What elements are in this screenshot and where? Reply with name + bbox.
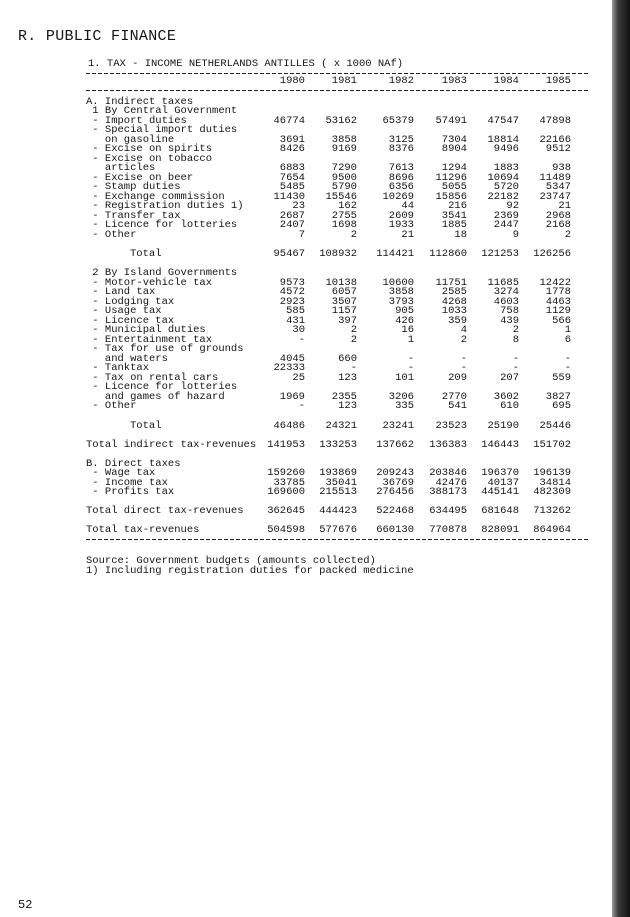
cell-1982: 3858: [388, 286, 414, 299]
cell-1985: 6: [564, 333, 571, 346]
row-label: - Licence for lotteries: [86, 381, 238, 394]
cell-1980: 585: [286, 305, 305, 318]
cell-1981: 162: [338, 200, 357, 213]
cell-1983: 634495: [429, 505, 467, 518]
cell-1984: 18814: [487, 133, 519, 146]
year-header: 1980: [279, 75, 305, 87]
cell-1981: 3858: [331, 133, 357, 146]
cell-1981: 2: [350, 324, 357, 337]
cell-1981: 15546: [325, 190, 357, 203]
cell-1982: 7613: [388, 162, 414, 175]
row-label: and games of hazard: [86, 390, 225, 403]
cell-1981: 660: [338, 352, 357, 365]
year-header: 1984: [493, 75, 519, 87]
row-label: - Registration duties 1): [86, 200, 244, 213]
cell-1982: 6356: [388, 181, 414, 194]
cell-1980: 2407: [279, 219, 305, 232]
cell-1982: 8376: [388, 143, 414, 156]
cell-1981: 133253: [319, 438, 357, 451]
row-label: Total direct tax-revenues: [86, 505, 244, 518]
cell-1983: 8904: [441, 143, 467, 156]
cell-1985: 938: [552, 162, 571, 175]
cell-1984: -: [512, 362, 519, 375]
cell-1984: 10694: [487, 171, 519, 184]
cell-1985: 25446: [539, 419, 571, 432]
cell-1981: 3507: [331, 295, 357, 308]
cell-1983: 11296: [435, 171, 467, 184]
cell-1983: 57491: [435, 114, 467, 127]
cell-1983: 1033: [441, 305, 467, 318]
cell-1981: 2: [350, 228, 357, 241]
row-label: - Transfer tax: [86, 209, 181, 222]
cell-1980: -: [298, 333, 305, 346]
cell-1982: 3206: [388, 390, 414, 403]
cell-1983: 112860: [429, 247, 467, 260]
cell-1983: 1294: [441, 162, 467, 175]
cell-1984: 1883: [493, 162, 519, 175]
cell-1984: 3274: [493, 286, 519, 299]
cell-1984: 2447: [493, 219, 519, 232]
cell-1982: 905: [395, 305, 414, 318]
cell-1984: 40137: [487, 476, 519, 489]
cell-1980: 1969: [279, 390, 305, 403]
cell-1983: -: [460, 352, 467, 365]
cell-1980: -: [298, 400, 305, 413]
cell-1984: 92: [506, 200, 519, 213]
cell-1983: 388173: [429, 486, 467, 499]
cell-1980: 362645: [267, 505, 305, 518]
cell-1982: 209243: [376, 467, 414, 480]
cell-1984: 196370: [481, 467, 519, 480]
cell-1984: 8: [512, 333, 519, 346]
cell-1980: 504598: [267, 524, 305, 537]
cell-1984: 146443: [481, 438, 519, 451]
cell-1984: -: [512, 352, 519, 365]
row-label: - Usage tax: [86, 305, 162, 318]
row-label: - Motor-vehicle tax: [86, 276, 213, 289]
cell-1981: -: [350, 362, 357, 375]
divider-header: [86, 90, 588, 91]
cell-1983: 359: [448, 314, 467, 327]
cell-1981: 2: [350, 333, 357, 346]
cell-1985: -: [564, 362, 571, 375]
cell-1981: 7290: [331, 162, 357, 175]
year-header: 1985: [545, 75, 571, 87]
table-row: [86, 507, 588, 517]
table-row: [86, 526, 588, 536]
cell-1982: 21: [401, 228, 414, 241]
cell-1985: 11489: [539, 171, 571, 184]
cell-1982: 10600: [382, 276, 414, 289]
cell-1981: 123: [338, 371, 357, 384]
row-label: - Lodging tax: [86, 295, 175, 308]
row-label: 2 By Island Governments: [86, 267, 238, 280]
cell-1980: 2923: [279, 295, 305, 308]
row-label: - Excise on spirits: [86, 143, 213, 156]
cell-1981: 123: [338, 400, 357, 413]
cell-1980: 46486: [273, 419, 305, 432]
cell-1981: 444423: [319, 505, 357, 518]
cell-1980: 25: [292, 371, 305, 384]
cell-1984: 11685: [487, 276, 519, 289]
cell-1980: 141953: [267, 438, 305, 451]
row-label: - Licence tax: [86, 314, 175, 327]
cell-1982: 23241: [382, 419, 414, 432]
cell-1980: 22333: [273, 362, 305, 375]
cell-1984: 9496: [493, 143, 519, 156]
cell-1985: 713262: [533, 505, 571, 518]
cell-1981: 2355: [331, 390, 357, 403]
row-label: - Wage tax: [86, 467, 156, 480]
cell-1983: 3541: [441, 209, 467, 222]
row-label: Total indirect tax-revenues: [86, 438, 257, 451]
cell-1982: 10269: [382, 190, 414, 203]
row-label: - Special import duties: [86, 124, 238, 137]
cell-1984: 758: [500, 305, 519, 318]
cell-1985: 1: [564, 324, 571, 337]
cell-1985: 12422: [539, 276, 571, 289]
table-row: [86, 438, 588, 451]
row-label: A. Indirect taxes: [86, 95, 194, 108]
row-label: - Income tax: [86, 476, 168, 489]
year-header: 1983: [441, 75, 467, 87]
cell-1984: 681648: [481, 505, 519, 518]
row-label: - Municipal duties: [86, 324, 206, 337]
cell-1985: 864964: [533, 524, 571, 537]
cell-1980: 4572: [279, 286, 305, 299]
cell-1982: 44: [401, 200, 414, 213]
cell-1984: 3602: [493, 390, 519, 403]
cell-1980: 159260: [267, 467, 305, 480]
cell-1980: 431: [286, 314, 305, 327]
cell-1984: 2: [512, 324, 519, 337]
cell-1981: 9169: [331, 143, 357, 156]
cell-1983: 4268: [441, 295, 467, 308]
cell-1984: 9: [512, 228, 519, 241]
cell-1982: 114421: [376, 247, 414, 260]
cell-1981: 9500: [331, 171, 357, 184]
table-row: [86, 228, 588, 241]
cell-1981: 193869: [319, 467, 357, 480]
cell-1985: 34814: [539, 476, 571, 489]
row-label: - Tanktax: [86, 362, 150, 375]
cell-1982: -: [407, 362, 414, 375]
cell-1985: 3827: [545, 390, 571, 403]
cell-1982: -: [407, 352, 414, 365]
cell-1985: 47898: [539, 114, 571, 127]
cell-1985: 126256: [533, 247, 571, 260]
cell-1985: 2168: [545, 219, 571, 232]
footnote: 1) Including registration duties for packed medicine: [86, 565, 414, 577]
cell-1982: 2609: [388, 209, 414, 222]
cell-1985: 9512: [545, 143, 571, 156]
cell-1982: 16: [401, 324, 414, 337]
table-row: [86, 488, 588, 498]
cell-1985: 566: [552, 314, 571, 327]
row-label: articles: [86, 162, 156, 175]
cell-1980: 30: [292, 324, 305, 337]
cell-1980: 2687: [279, 209, 305, 222]
cell-1982: 3793: [388, 295, 414, 308]
cell-1980: 9573: [279, 276, 305, 289]
cell-1980: 95467: [273, 247, 305, 260]
cell-1985: 196139: [533, 467, 571, 480]
row-label: - Other: [86, 400, 137, 413]
cell-1980: 23: [292, 200, 305, 213]
cell-1981: 5790: [331, 181, 357, 194]
cell-1983: 18: [454, 228, 467, 241]
divider-bottom: [86, 539, 588, 540]
cell-1983: 541: [448, 400, 467, 413]
cell-1981: 53162: [325, 114, 357, 127]
cell-1980: 7: [298, 228, 305, 241]
row-label: - Entertainment tax: [86, 333, 213, 346]
cell-1983: 11751: [435, 276, 467, 289]
cell-1984: 25190: [487, 419, 519, 432]
row-label: B. Direct taxes: [86, 457, 181, 470]
cell-1982: 36769: [382, 476, 414, 489]
cell-1980: 46774: [273, 114, 305, 127]
cell-1980: 4045: [279, 352, 305, 365]
cell-1980: 6883: [279, 162, 305, 175]
cell-1981: 215513: [319, 486, 357, 499]
cell-1984: 5720: [493, 181, 519, 194]
cell-1983: 2585: [441, 286, 467, 299]
cell-1982: 101: [395, 371, 414, 384]
row-label: - Profits tax: [86, 486, 175, 499]
cell-1982: 1933: [388, 219, 414, 232]
cell-1981: 108932: [319, 247, 357, 260]
cell-1983: 203846: [429, 467, 467, 480]
cell-1983: 1885: [441, 219, 467, 232]
row-label: - Licence for lotteries: [86, 219, 238, 232]
row-label: - Import duties: [86, 114, 187, 127]
cell-1983: 2770: [441, 390, 467, 403]
page-number: 52: [18, 898, 33, 912]
cell-1982: 137662: [376, 438, 414, 451]
row-label: - Stamp duties: [86, 181, 181, 194]
row-label: - Tax on rental cars: [86, 371, 219, 384]
cell-1983: -: [460, 362, 467, 375]
row-label: - Excise on beer: [86, 171, 194, 184]
cell-1985: 1129: [545, 305, 571, 318]
cell-1981: 10138: [325, 276, 357, 289]
cell-1984: 439: [500, 314, 519, 327]
cell-1985: 2: [564, 228, 571, 241]
cell-1980: 11430: [273, 190, 305, 203]
cell-1985: 1778: [545, 286, 571, 299]
cell-1982: 426: [395, 314, 414, 327]
table-row: [86, 419, 588, 432]
cell-1980: 7654: [279, 171, 305, 184]
cell-1980: 3691: [279, 133, 305, 146]
cell-1980: 33785: [273, 476, 305, 489]
cell-1983: 136383: [429, 438, 467, 451]
cell-1982: 3125: [388, 133, 414, 146]
cell-1981: 24321: [325, 419, 357, 432]
table-row: [86, 247, 588, 260]
cell-1984: 4603: [493, 295, 519, 308]
cell-1985: 559: [552, 371, 571, 384]
row-label: 1 By Central Government: [86, 105, 238, 118]
cell-1984: 47547: [487, 114, 519, 127]
row-label: Total: [130, 247, 162, 260]
cell-1983: 4: [460, 324, 467, 337]
cell-1982: 335: [395, 400, 414, 413]
cell-1985: 2968: [545, 209, 571, 222]
table-row: [86, 402, 588, 412]
cell-1985: 5347: [545, 181, 571, 194]
scan-page-edge: [612, 0, 630, 917]
row-label: - Other: [86, 228, 137, 241]
row-label: - Excise on tobacco: [86, 152, 213, 165]
section-title: R. PUBLIC FINANCE: [18, 28, 177, 45]
cell-1980: 8426: [279, 143, 305, 156]
cell-1983: 209: [448, 371, 467, 384]
cell-1984: 445141: [481, 486, 519, 499]
cell-1983: 770878: [429, 524, 467, 537]
cell-1983: 7304: [441, 133, 467, 146]
cell-1981: 35041: [325, 476, 357, 489]
cell-1981: 2755: [331, 209, 357, 222]
cell-1984: 121253: [481, 247, 519, 260]
cell-1981: 397: [338, 314, 357, 327]
year-header: 1982: [388, 75, 414, 87]
cell-1985: 482309: [533, 486, 571, 499]
row-label: Total tax-revenues: [86, 524, 200, 537]
cell-1985: 21: [558, 200, 571, 213]
cell-1984: 2369: [493, 209, 519, 222]
cell-1982: 1: [407, 333, 414, 346]
cell-1983: 23523: [435, 419, 467, 432]
cell-1984: 610: [500, 400, 519, 413]
row-label: - Tax for use of grounds: [86, 343, 244, 356]
cell-1983: 5055: [441, 181, 467, 194]
cell-1982: 276456: [376, 486, 414, 499]
row-label: - Land tax: [86, 286, 156, 299]
row-label: on gasoline: [86, 133, 175, 146]
cell-1984: 828091: [481, 524, 519, 537]
cell-1983: 216: [448, 200, 467, 213]
cell-1982: 65379: [382, 114, 414, 127]
cell-1984: 22182: [487, 190, 519, 203]
cell-1985: 23747: [539, 190, 571, 203]
cell-1984: 207: [500, 371, 519, 384]
cell-1985: 22166: [539, 133, 571, 146]
cell-1985: -: [564, 352, 571, 365]
source-note: Source: Government budgets (amounts collected): [86, 555, 376, 567]
divider-top: [86, 73, 588, 74]
cell-1985: 151702: [533, 438, 571, 451]
cell-1983: 15856: [435, 190, 467, 203]
cell-1982: 8696: [388, 171, 414, 184]
cell-1982: 522468: [376, 505, 414, 518]
row-label: - Exchange commission: [86, 190, 225, 203]
cell-1980: 5485: [279, 181, 305, 194]
table-title: 1. TAX - INCOME NETHERLANDS ANTILLES ( x 1000 NAf): [88, 58, 404, 70]
cell-1982: 660130: [376, 524, 414, 537]
cell-1981: 1698: [331, 219, 357, 232]
cell-1981: 1157: [331, 305, 357, 318]
cell-1981: 6057: [331, 286, 357, 299]
cell-1983: 42476: [435, 476, 467, 489]
cell-1980: 169600: [267, 486, 305, 499]
row-label: Total: [130, 419, 162, 432]
cell-1985: 695: [552, 400, 571, 413]
year-header-row: [86, 77, 588, 87]
cell-1985: 4463: [545, 295, 571, 308]
cell-1981: 577676: [319, 524, 357, 537]
year-header: 1981: [331, 75, 357, 87]
cell-1983: 2: [460, 333, 467, 346]
row-label: and waters: [86, 352, 168, 365]
